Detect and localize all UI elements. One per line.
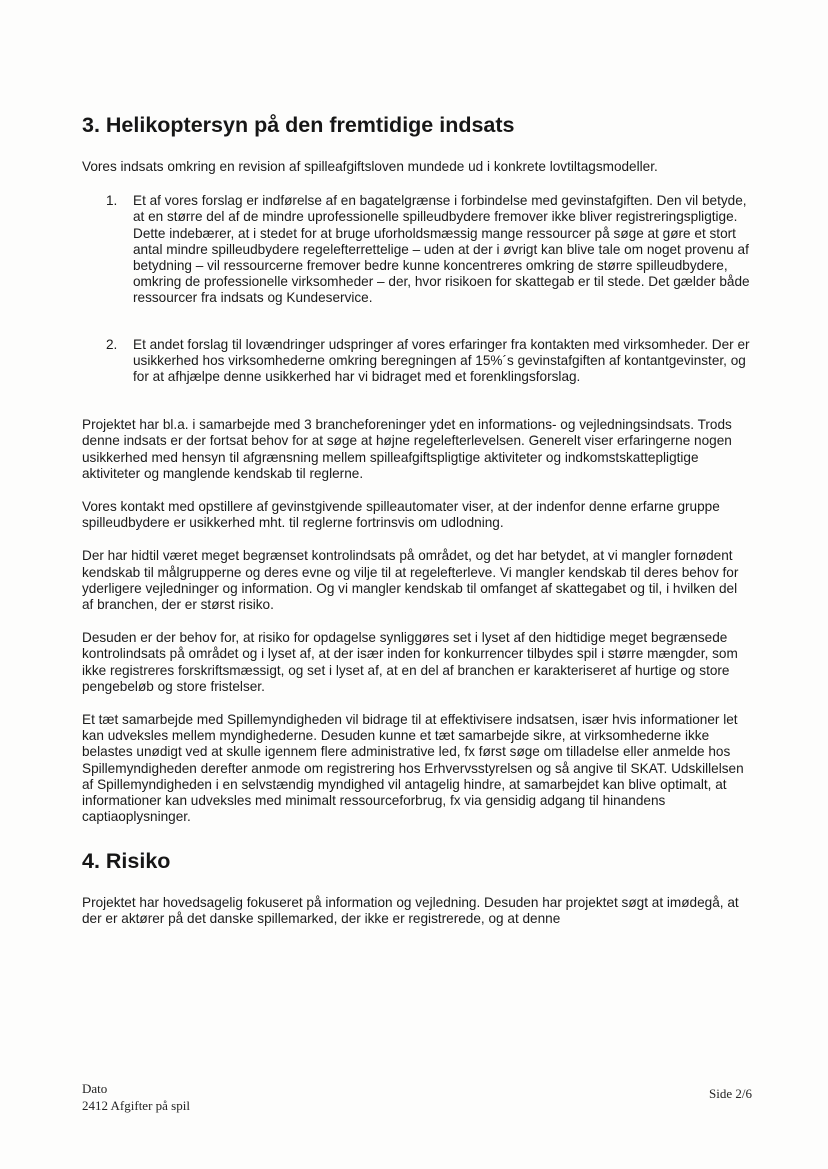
paragraph: Vores kontakt med opstillere af gevinstgivende spilleautomater viser, at der indenfor denne erfarne gruppe spilleudbydere er usikkerhed mht. til reglerne fortrinsvis om udlodning. [82,499,720,531]
list-item [82,193,752,306]
paragraph: Projektet har bl.a. i samarbejde med 3 brancheforeninger ydet en informations- og vejledningsindsats. Trods denne indsats er der fortsat behov for at søge at højne regelefterlevelsen. Generelt viser erfaringerne nogen usikkerhed med hensyn til afgrænsning mellem spilleafgiftspligtige aktiviteter og indkomstskattepligtige aktiviteter og manglende kendskab til reglerne. [82,417,732,481]
paragraph: Et tæt samarbejde med Spillemyndigheden vil bidrage til at effektivisere indsatsen, især hvis informationer let kan udveksles mellem myndighederne. Desuden kunne et tæt samarbejde sikre, at virksomhederne ikke belastes unødigt ved at skulle igennem flere administrative led, fx først søge om tilladelse eller anmelde hos Spillemyndigheden derefter anmode om registrering hos Erhvervsstyrelsen og så angive til SKAT. Udskillelsen af Spillemyndigheden i en selvstændig myndighed vil antagelig hindre, at samarbejdet kan blive optimalt, at informationer kan udveksles med minimalt ressourceforbrug, fx via gensidig adgang til hinandens captiaoplysninger. [82,712,744,825]
paragraph: Desuden er der behov for, at risiko for opdagelse synliggøres set i lyset af den hidtidige meget begrænsede kontrolindsats på området og i lyset af, at der især inden for konkurrencer tilbydes spil i større mængder, som ikke registreres forskriftsmæssigt, og set i lyset af, at en del af branchen er karakteriseret af hurtige og store pengebeløb og store fristelser. [82,630,738,694]
section-4-paragraph: Projektet har hovedsagelig fokuseret på information og vejledning. Desuden har projektet søgt at imødegå, at der er aktører på det danske spillemarked, der ikke er registrerede, og at denne [82,894,739,926]
list-item-text: Et andet forslag til lovændringer udspringer af vores erfaringer fra kontakten med virksomheder. Der er usikkerhed hos virksomhederne omkring beregningen af 15%´s gevinstafgiften af kontantgevinster, og for at afhjælpe denne usikkerhed har vi bidraget med et forenklingsforslag. [133,336,750,385]
footer-page-number: Side 2/6 [709,1086,752,1101]
list-item-text: Et af vores forslag er indførelse af en bagatelgrænse i forbindelse med gevinstafgiften. Den vil betyde, at en større del af de mindre uprofessionelle spilleudbydere fremover ikke bliver registreringspligtige. Dette indebærer, at i stedet for at bruge uforholdsmæssig mange ressourcer på søge at gøre et stort antal mindre spilleudbydere regelefterrettelige – uden at der i øvrigt kan blive tale om noget provenu af betydning – vil ressourcerne fremover bedre kunne koncentreres omkring de større spilleudbydere, omkring de professionelle virksomheder – der, hvor risikoen for skattegab er til stede. Det gælder både ressourcer fra indsats og Kundeservice. [133,193,750,306]
list-item-number: 1. [106,193,118,209]
footer-doc-ref: 2412 Afgifter på spil [82,1098,190,1113]
section-3-heading: 3. Helikoptersyn på den fremtidige indsats [82,113,515,137]
footer-date-label: Dato [82,1081,108,1096]
footer-left [82,1080,190,1114]
section-3-intro: Vores indsats omkring en revision af spilleafgiftsloven mundede ud i konkrete lovtiltagsmodeller. [82,159,658,174]
proposal-list [82,193,752,385]
list-item [82,337,752,386]
page-content [82,112,752,927]
paragraph: Der har hidtil været meget begrænset kontrolindsats på området, og det har betydet, at vi mangler fornødent kendskab til målgrupperne og deres evne og vilje til at regelefterleve. Vi mangler kendskab til deres behov for yderligere vejledninger og information. Og vi mangler kendskab til omfanget af skattegabet og til, i hvilken del af branchen, der er størst risiko. [82,548,739,613]
section-4-heading: 4. Risiko [82,848,171,873]
list-item-number: 2. [106,336,118,352]
